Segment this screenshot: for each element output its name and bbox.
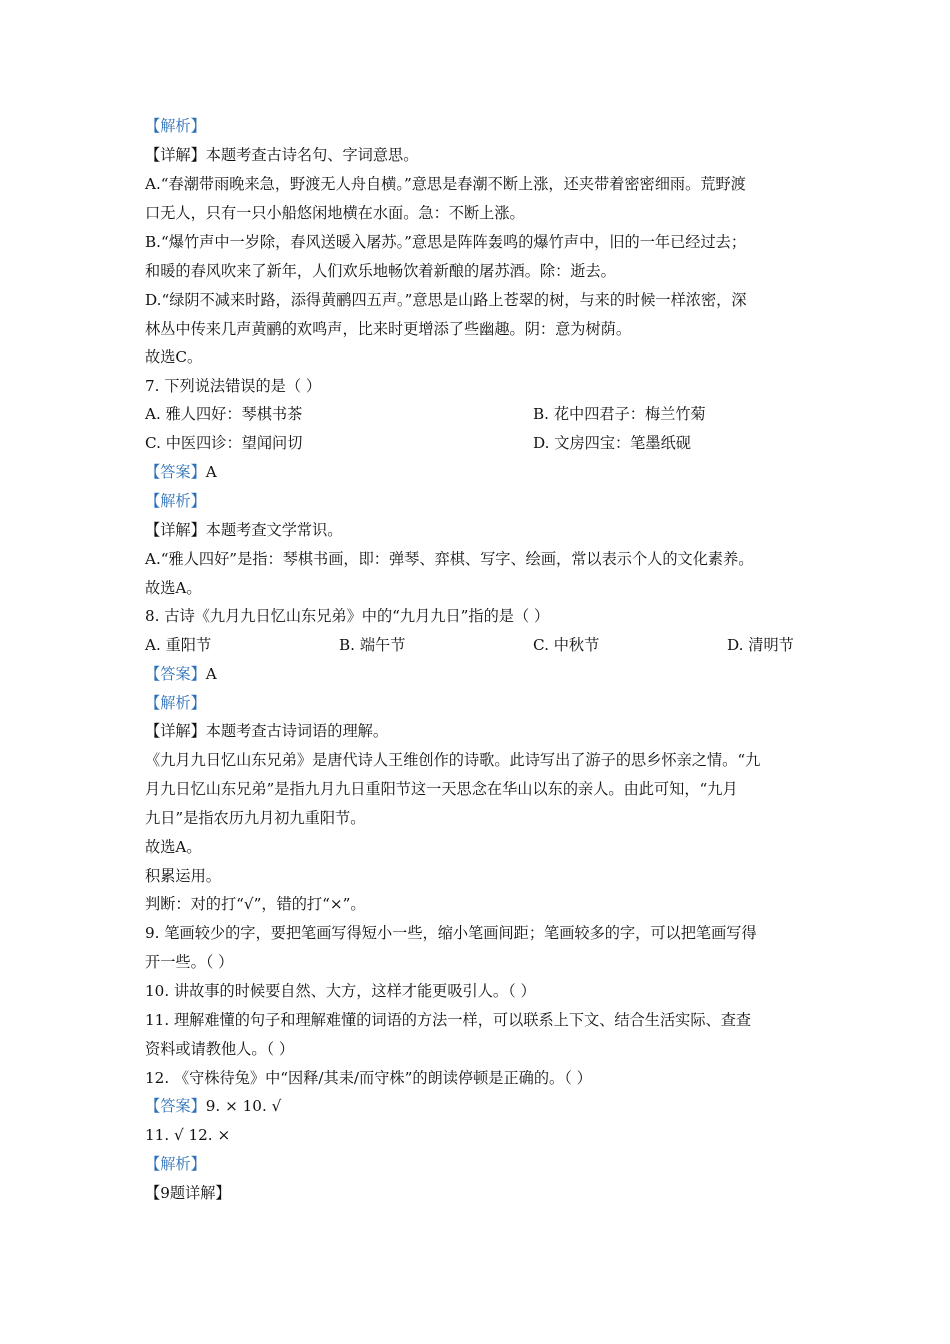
q8-option-a: A. 重阳节: [145, 636, 212, 654]
explanation-line: D.“绿阴不减来时路，添得黄鹂四五声。”意思是山路上苍翠的树，与来的时候一样浓密，深: [145, 291, 747, 309]
answer-label: 【答案】: [145, 665, 206, 683]
conclusion-line: 故选C。: [145, 348, 203, 366]
answer-value: A: [205, 463, 217, 481]
answer-label: 【答案】: [145, 1097, 206, 1115]
explanation-line: 口无人，只有一只小船悠闲地横在水面。急：不断上涨。: [145, 204, 525, 222]
answer-value: A: [205, 665, 217, 683]
analysis-label: 【解析】: [145, 694, 206, 712]
explanation-line: A.“雅人四好”是指：琴棋书画，即：弹琴、弈棋、写字、绘画，常以表示个人的文化素养。: [145, 550, 754, 568]
detail-line: [145, 145, 418, 165]
question-10-stem: 10. 讲故事的时候要自然、大方，这样才能更吸引人。（ ）: [145, 982, 536, 1000]
question-11-stem: 11. 理解难懂的句子和理解难懂的词语的方法一样，可以联系上下文、结合生活实际、查查: [145, 1011, 752, 1029]
explanation-line: 月九日忆山东兄弟”是指九月九日重阳节这一天思念在华山以东的亲人。由此可知，“九月: [145, 780, 738, 798]
question-9-stem: 9. 笔画较少的字，要把笔画写得短小一些，缩小笔画间距；笔画较多的字，可以把笔画写得: [145, 924, 757, 942]
analysis-label: 【解析】: [145, 117, 206, 135]
explanation-line: A.“春潮带雨晚来急，野渡无人舟自横。”意思是春潮不断上涨，还夹带着密密细雨。荒野渡: [145, 175, 746, 193]
detail-line: [145, 520, 342, 540]
q8-option-c: C. 中秋节: [533, 636, 600, 654]
detail-text: 本题考查古诗名句、字词意思。: [205, 146, 419, 164]
q7-option-b: B. 花中四君子：梅兰竹菊: [533, 405, 706, 423]
q8-option-d: D. 清明节: [727, 636, 794, 654]
analysis-label: 【解析】: [145, 1155, 206, 1173]
answer-line-cont: 11. √ 12. ×: [145, 1126, 231, 1144]
question-11-stem-cont: 资料或请教他人。（ ）: [145, 1040, 295, 1058]
conclusion-line: 故选A。: [145, 838, 202, 856]
q8-answer-line: [145, 664, 217, 684]
conclusion-line: 故选A。: [145, 579, 202, 597]
analysis-label: 【解析】: [145, 492, 206, 510]
answer-label: 【答案】: [145, 463, 206, 481]
answer-value: 9. × 10. √: [205, 1097, 282, 1115]
question-12-stem: 12. 《守株待兔》中“因释/其耒/而守株”的朗读停顿是正确的。（ ）: [145, 1069, 592, 1087]
section-title: 积累运用。: [145, 867, 221, 885]
detail-text: 本题考查文学常识。: [205, 521, 343, 539]
question-9-stem-cont: 开一些。（ ）: [145, 953, 234, 971]
explanation-line: B.“爆竹声中一岁除，春风送暖入屠苏。”意思是阵阵轰鸣的爆竹声中，旧的一年已经过去；: [145, 233, 747, 251]
explanation-line: 和暖的春风吹来了新年，人们欢乐地畅饮着新酿的屠苏酒。除：逝去。: [145, 262, 616, 280]
detail-label: 【详解】: [145, 146, 206, 164]
detail-text: 本题考查古诗词语的理解。: [205, 722, 388, 740]
q9-detail-label: 【9题详解】: [145, 1184, 231, 1202]
explanation-line: 《九月九日忆山东兄弟》是唐代诗人王维创作的诗歌。此诗写出了游子的思乡怀亲之情。“九: [145, 751, 761, 769]
q9-12-answer-line: [145, 1096, 281, 1116]
q7-answer-line: [145, 462, 217, 482]
question-7-stem: 7. 下列说法错误的是（ ）: [145, 377, 322, 395]
detail-line: [145, 721, 388, 741]
q8-option-b: B. 端午节: [339, 636, 406, 654]
q7-option-a: A. 雅人四好：琴棋书茶: [145, 405, 303, 423]
q7-option-c: C. 中医四诊：望闻问切: [145, 434, 303, 452]
question-8-stem: 8. 古诗《九月九日忆山东兄弟》中的“九月九日”指的是（ ）: [145, 607, 550, 625]
section-instruction: 判断：对的打“√”，错的打“×”。: [145, 895, 366, 913]
detail-label: 【详解】: [145, 722, 206, 740]
q7-option-d: D. 文房四宝：笔墨纸砚: [533, 434, 691, 452]
explanation-line: 九日”是指农历九月初九重阳节。: [145, 809, 366, 827]
detail-label: 【详解】: [145, 521, 206, 539]
explanation-line: 林丛中传来几声黄鹂的欢鸣声，比来时更增添了些幽趣。阴：意为树荫。: [145, 320, 631, 338]
